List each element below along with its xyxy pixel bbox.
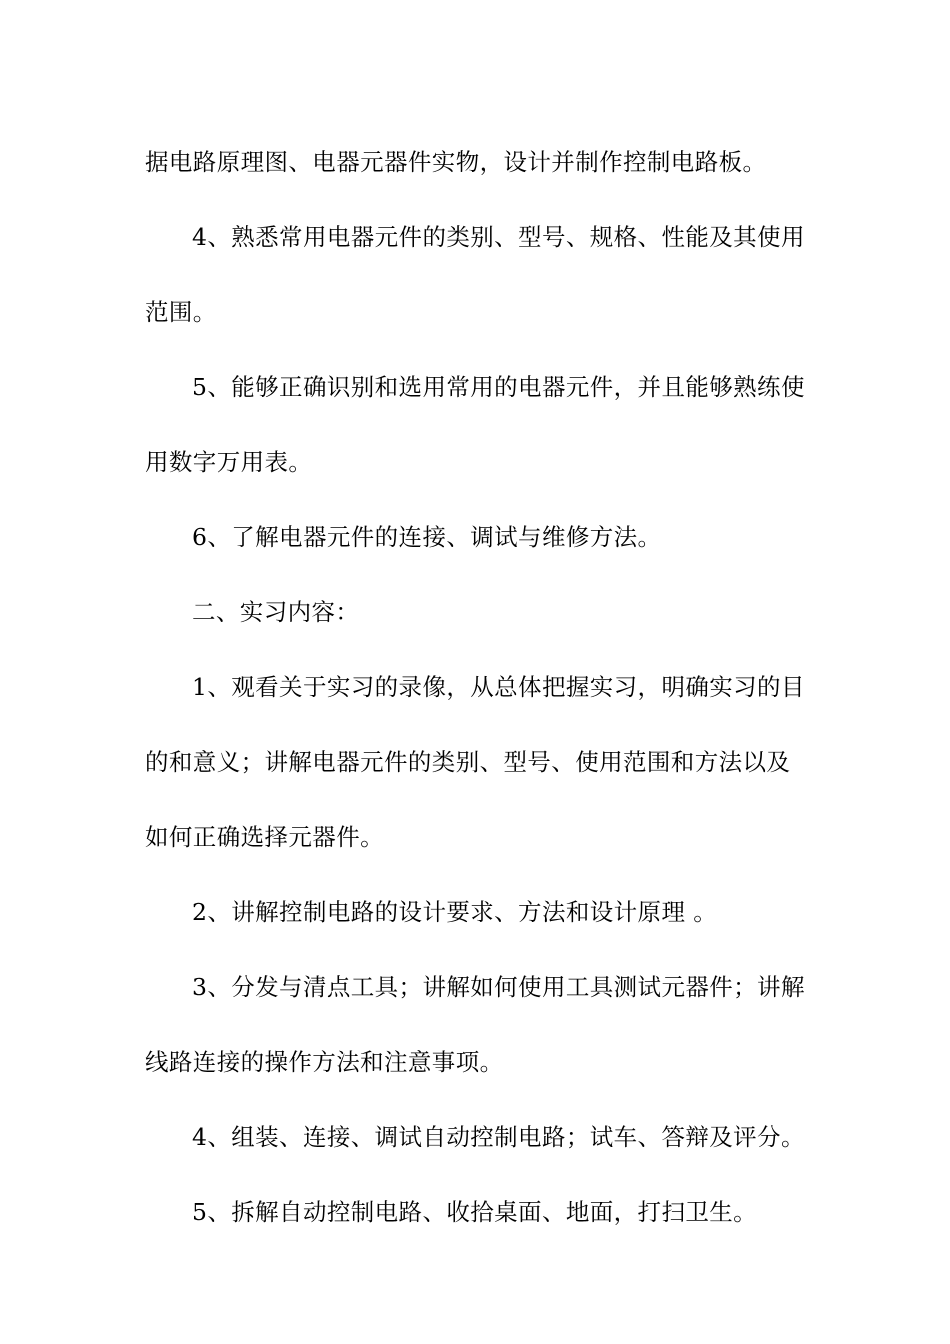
- content-item-1-line-3: 如何正确选择元器件。: [145, 823, 384, 851]
- document-body: [145, 125, 815, 1250]
- list-item-5-line-2: 用数字万用表。: [145, 448, 313, 476]
- content-item-1-line-2: 的和意义；讲解电器元件的类别、型号、使用范围和方法以及: [145, 748, 791, 776]
- content-item-3-line-1: 3、分发与清点工具；讲解如何使用工具测试元器件；讲解: [192, 973, 805, 1001]
- list-item-4-line-1: 4、熟悉常用电器元件的类别、型号、规格、性能及其使用: [192, 223, 805, 251]
- list-item-4-line-2: 范围。: [145, 298, 217, 326]
- content-item-1-line-1: 1、观看关于实习的录像，从总体把握实习，明确实习的目: [192, 673, 805, 701]
- content-item-3-line-2: 线路连接的操作方法和注意事项。: [145, 1048, 504, 1076]
- list-item-6: 6、了解电器元件的连接、调试与维修方法。: [192, 523, 662, 551]
- content-item-4: 4、组装、连接、调试自动控制电路；试车、答辩及评分。: [192, 1123, 805, 1151]
- content-item-5: 5、拆解自动控制电路、收拾桌面、地面，打扫卫生。: [192, 1198, 758, 1226]
- content-item-2: 2、讲解控制电路的设计要求、方法和设计原理 。: [192, 898, 718, 926]
- list-item-5-line-1: 5、能够正确识别和选用常用的电器元件，并且能够熟练使: [192, 373, 805, 401]
- paragraph-line: 据电路原理图、电器元器件实物，设计并制作控制电路板。: [145, 148, 767, 176]
- section-heading: 二、实习内容：: [192, 598, 360, 626]
